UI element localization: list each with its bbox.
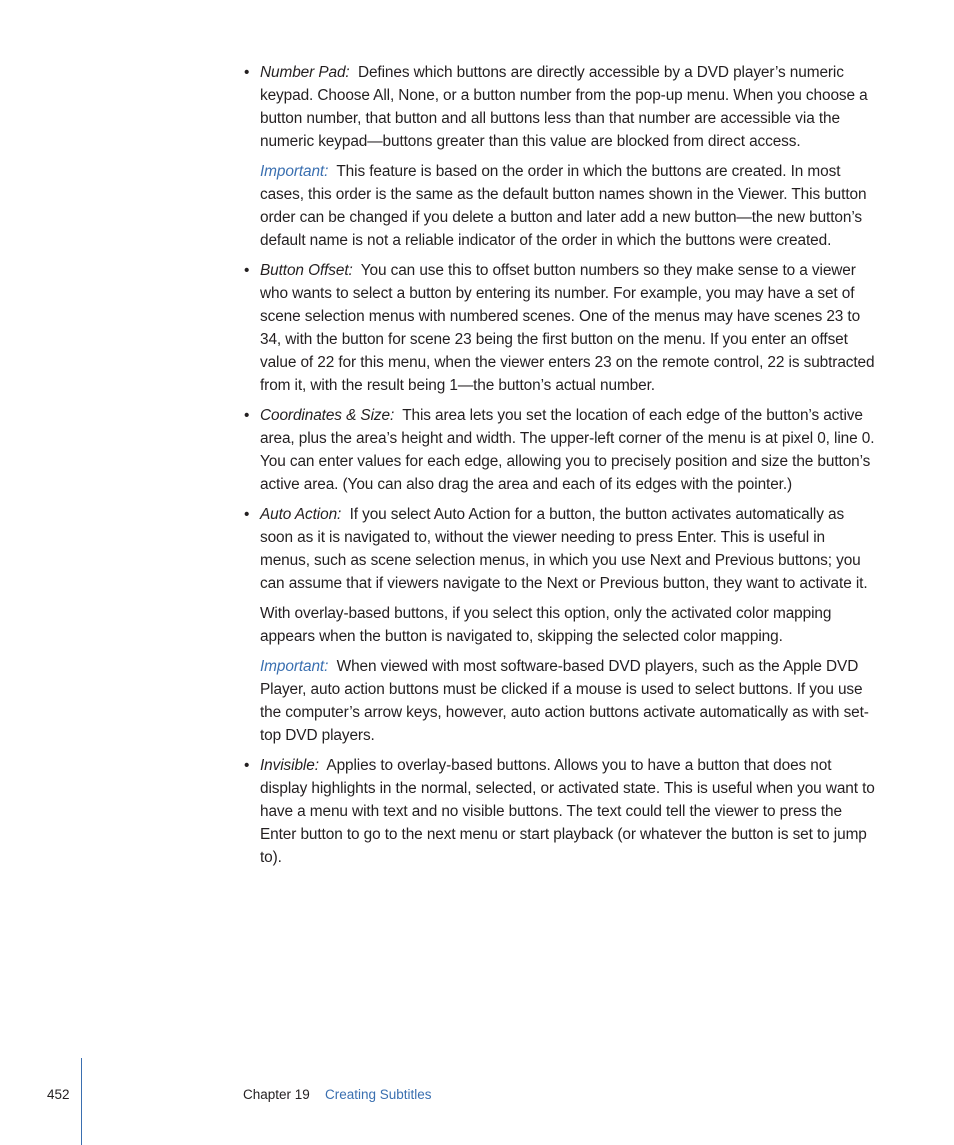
item-paragraph (260, 754, 876, 869)
bullet: • (244, 407, 250, 424)
item-term: Number Pad: (260, 64, 350, 81)
list-item-auto-action (244, 503, 876, 747)
item-term: Invisible: (260, 757, 319, 774)
item-text: Applies to overlay-based buttons. Allows you to have a button that does not display highlights in the normal, selected, or activated state. This is useful when you want to have a menu with text and no visible buttons. The text could tell the viewer to press the Enter button to go to the next menu or start playback (or whatever the button is set to jump to). (260, 757, 875, 866)
bullet: • (244, 64, 250, 81)
item-text: This area lets you set the location of each edge of the button’s active area, plus the area’s height and width. The upper-left corner of the menu is at pixel 0, line 0. You can enter values for each edge, allowing you to precisely position and size the button’s active area. (You can also drag the area and each of its edges with the pointer.) (260, 407, 875, 493)
item-text: You can use this to offset button numbers so they make sense to a viewer who wants to select a button by entering its number. For example, you may have a set of scene selection menus with numbered scenes. One of the menus may have scenes 23 to 34, with the button for scene 23 being the first button on the menu. If you enter an offset value of 22 for this menu, when the viewer enters 23 on the remote control, 22 is subtracted from it, with the result being 1—the button’s actual number. (260, 262, 875, 394)
footer-chapter: Chapter 19 (243, 1087, 310, 1102)
list-item-coordinates-size (244, 404, 876, 496)
item-extra-paragraph: With overlay-based buttons, if you select this option, only the activated color mapping appears when the button is navigated to, skipping the selected color mapping. (260, 605, 832, 645)
important-text: This feature is based on the order in which the buttons are created. In most cases, this order is the same as the default button names shown in the Viewer. This button order can be changed if you delete a button and later add a new button—the new button’s default name is not a reliable indicator of the order in which the buttons were created. (260, 163, 867, 249)
bullet: • (244, 262, 250, 279)
item-text: Defines which buttons are directly accessible by a DVD player’s numeric keypad. Choose All, None, or a button number from the pop-up menu. When you choose a button number, that button and all buttons less than that number are accessible via the numeric keypad—buttons greater than this value are blocked from direct access. (260, 64, 868, 150)
footer-divider (81, 1058, 82, 1145)
important-text: When viewed with most software-based DVD players, such as the Apple DVD Player, auto action buttons must be clicked if a mouse is used to select buttons. If you use the computer’s arrow keys, however, auto action buttons activate automatically as with set-top DVD players. (260, 658, 869, 744)
page-number: 452 (47, 1087, 70, 1102)
item-term: Auto Action: (260, 506, 342, 523)
item-paragraph (260, 404, 876, 496)
item-paragraph (260, 61, 876, 153)
important-note (260, 655, 876, 747)
document-body (244, 61, 876, 876)
item-text: If you select Auto Action for a button, the button activates automatically as soon as it is navigated to, without the viewer needing to press Enter. This is useful in menus, such as scene selection menus, in which you use Next and Previous buttons; you can assume that if viewers navigate to the Next or Previous button, they want to activate it. (260, 506, 868, 592)
item-paragraph (260, 503, 876, 595)
important-label: Important: (260, 658, 329, 675)
list-item-number-pad (244, 61, 876, 252)
bullet: • (244, 757, 250, 774)
important-note (260, 160, 876, 252)
item-term: Coordinates & Size: (260, 407, 395, 424)
item-term: Button Offset: (260, 262, 353, 279)
list-item-invisible (244, 754, 876, 869)
footer-chapter-title: Creating Subtitles (325, 1087, 432, 1102)
item-paragraph (260, 259, 876, 397)
important-label: Important: (260, 163, 329, 180)
bullet: • (244, 506, 250, 523)
list-item-button-offset (244, 259, 876, 397)
